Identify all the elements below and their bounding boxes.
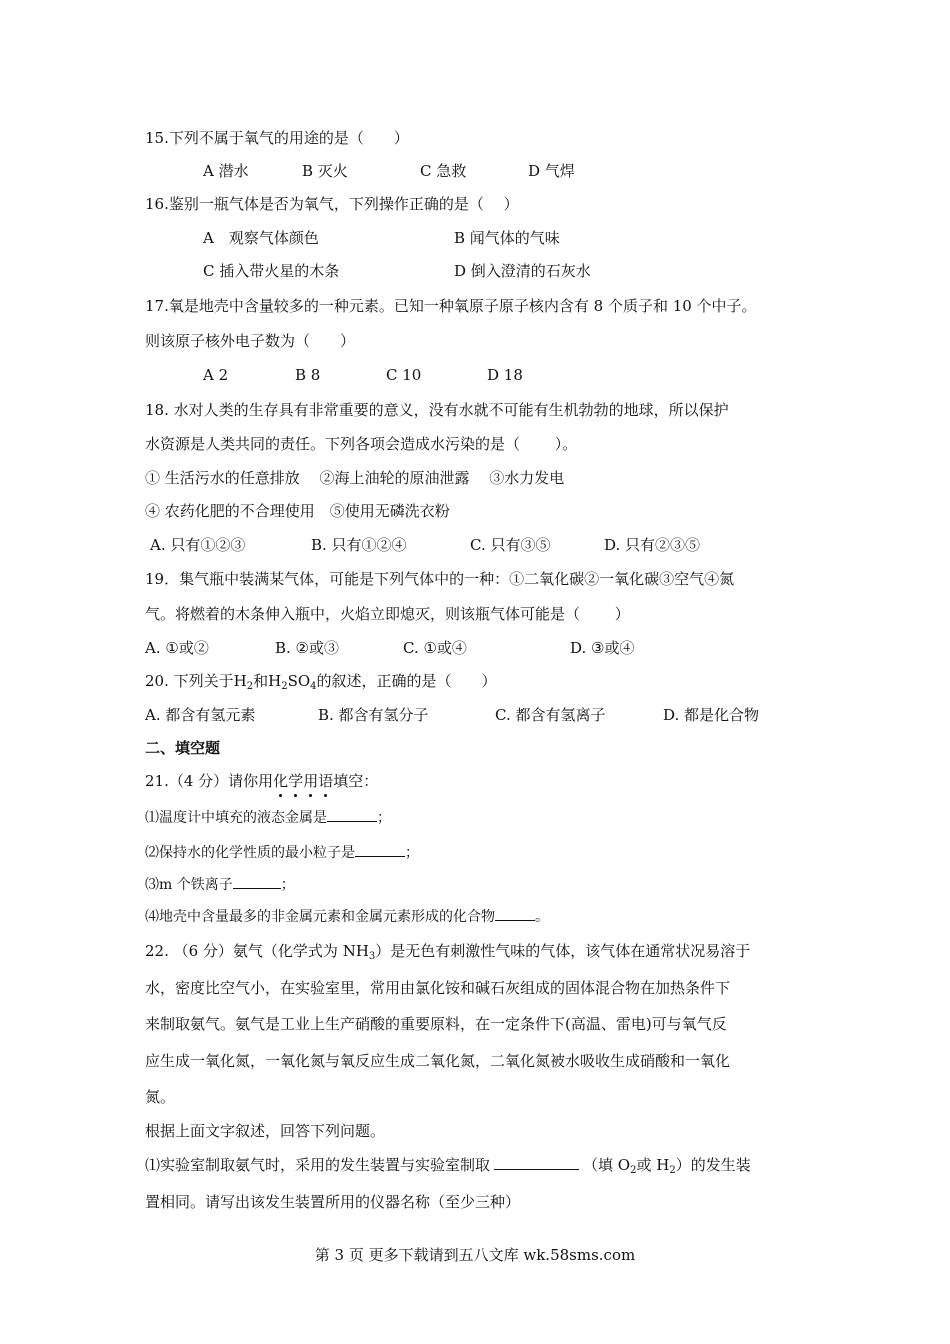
q20-option-a: A. 都含有氢元素 xyxy=(145,706,256,724)
q21-stem xyxy=(145,771,378,791)
q22-sub1-suffix: ）的发生装 xyxy=(675,1156,751,1174)
q18-items-line2: ④ 农药化肥的不合理使用 ⑤使用无磷洗衣粉 xyxy=(145,502,450,520)
q21-emph-char: 用 xyxy=(303,772,319,790)
q22-sub1-prefix: ⑴实验室制取氨气时，采用的发生装置与实验室制取 xyxy=(145,1156,491,1174)
q18-stem-line2: 水资源是人类共同的责任。下列各项会造成水污染的是（ ）。 xyxy=(145,435,578,453)
q17-stem-line1: 17.氧是地壳中含量较多的一种元素。已知一种氧原子原子核内含有 8 个质子和 10 个中子。 xyxy=(145,297,757,315)
q15-option-a: A 潜水 xyxy=(203,162,249,180)
q20-formula-h2so4-sub1: 2 xyxy=(281,681,288,692)
q22-line1-prefix: 22. （6 分）氨气（化学式为 NH xyxy=(145,942,369,960)
q20-option-d: D. 都是化合物 xyxy=(663,706,760,724)
q15-option-b: B 灭火 xyxy=(302,162,348,180)
q21-item-3 xyxy=(145,874,295,895)
q22-sub1-or: 或 H xyxy=(636,1156,670,1174)
q22-nh3-sub: 3 xyxy=(368,951,376,962)
q21-emph-char: 语 xyxy=(318,772,334,790)
q18-option-b: B. 只有①②④ xyxy=(311,536,407,554)
q18-option-c: C. 只有③⑤ xyxy=(470,536,551,554)
q16-option-b: B 闻气体的气味 xyxy=(454,229,560,247)
q17-option-c: C 10 xyxy=(386,366,422,384)
q21-stem-prefix: 21.（4 分）请你用 xyxy=(145,772,274,790)
q16-stem: 16.鉴别一瓶气体是否为氧气，下列操作正确的是（ ） xyxy=(145,195,519,213)
q22-line4: 应生成一氧化氮，一氧化氮与氧反应生成二氧化氮，二氧化氮被水吸收生成硝酸和一氧化 xyxy=(145,1052,731,1070)
q22-o2-sub: 2 xyxy=(630,1165,637,1176)
q17-option-a: A 2 xyxy=(203,366,229,384)
page-footer: 第 3 页 更多下载请到五八文库 wk.58sms.com xyxy=(314,1246,636,1264)
q20-formula-h2so4-so: SO xyxy=(287,672,311,690)
q20-formula-h2-sub: 2 xyxy=(246,681,254,692)
q21-item-1-label: ⑴温度计中填充的液态金属是 xyxy=(145,810,327,826)
q21-item-2-blank[interactable] xyxy=(355,842,405,857)
q21-emph-char: 学 xyxy=(288,772,304,790)
q21-stem-suffix: 填空： xyxy=(333,772,379,790)
q20-formula-and: 和 xyxy=(253,672,269,690)
q19-stem-line1: 19．集气瓶中装满某气体，可能是下列气体中的一种：①二氧化碳②一氧化碳③空气④氮 xyxy=(145,570,735,588)
q21-item-3-end: ； xyxy=(280,877,295,893)
q21-item-4-blank[interactable] xyxy=(495,906,535,921)
q18-items-line1: ① 生活污水的任意排放 ②海上油轮的原油泄露 ③水力发电 xyxy=(145,469,565,487)
q15-stem: 15.下列不属于氧气的用途的是（ ） xyxy=(145,129,409,147)
q22-sub1-line2: 置相同。请写出该发生装置所用的仪器名称（至少三种） xyxy=(145,1193,521,1211)
q22-line1-suffix: ）是无色有刺激性气味的气体，该气体在通常状况易溶于 xyxy=(375,942,751,960)
q21-item-3-label: ⑶m 个铁离子 xyxy=(145,877,233,893)
q20-formula-h2-h: H xyxy=(233,672,247,690)
q20-stem xyxy=(145,671,497,691)
q19-option-a: A. ①或② xyxy=(145,639,209,657)
q21-item-1-end: ； xyxy=(377,810,391,826)
q20-stem-suffix: 的叙述，正确的是（ ） xyxy=(316,672,497,690)
q21-item-4-end: 。 xyxy=(535,909,549,925)
q19-stem-line2: 气。将燃着的木条伸入瓶中，火焰立即熄灭，则该瓶气体可能是（ ） xyxy=(145,605,630,623)
q22-line6: 根据上面文字叙述，回答下列问题。 xyxy=(145,1122,386,1140)
q17-stem-line2: 则该原子核外电子数为（ ） xyxy=(145,332,356,350)
q19-option-b: B. ②或③ xyxy=(275,639,340,657)
q21-item-4-label: ⑷地壳中含量最多的非金属元素和金属元素形成的化合物 xyxy=(145,909,495,925)
q20-option-c: C. 都含有氢离子 xyxy=(495,706,606,724)
q17-option-b: B 8 xyxy=(295,366,321,384)
q22-sub1-line1 xyxy=(145,1155,751,1175)
section2-heading: 二、填空题 xyxy=(145,739,221,757)
q19-option-d: D. ③或④ xyxy=(570,639,635,657)
q16-option-a: A 观察气体颜色 xyxy=(203,229,319,247)
q22-sub1-blank[interactable] xyxy=(494,1155,579,1170)
q18-stem-line1: 18. 水对人类的生存具有非常重要的意义，没有水就不可能有生机勃勃的地球，所以保护 xyxy=(145,401,729,419)
q21-item-2 xyxy=(145,842,419,863)
q20-stem-prefix: 20. 下列关于 xyxy=(145,672,234,690)
q17-option-d: D 18 xyxy=(487,366,523,384)
q15-option-c: C 急救 xyxy=(420,162,467,180)
q22-line3: 来制取氨气。氨气是工业上生产硝酸的重要原料，在一定条件下(高温、雷电)可与氧气反 xyxy=(145,1015,727,1033)
q21-emph-char: 化 xyxy=(273,772,289,790)
q20-formula-h2so4-h: H xyxy=(268,672,282,690)
q16-option-c: C 插入带火星的木条 xyxy=(203,262,340,280)
q22-h2-sub: 2 xyxy=(669,1165,676,1176)
q20-formula-h2so4-sub2: 4 xyxy=(310,681,317,692)
q21-item-1-blank[interactable] xyxy=(327,807,377,822)
q21-item-1 xyxy=(145,807,391,828)
q18-option-d: D. 只有②③⑤ xyxy=(604,536,701,554)
q21-item-4 xyxy=(145,906,549,927)
q21-item-2-end: ； xyxy=(405,845,419,861)
q16-option-d: D 倒入澄清的石灰水 xyxy=(454,262,591,280)
q22-sub1-paren: （填 O xyxy=(583,1156,631,1174)
q15-option-d: D 气焊 xyxy=(528,162,575,180)
q19-option-c: C. ①或④ xyxy=(403,639,467,657)
q22-line5: 氮。 xyxy=(145,1088,176,1106)
q21-item-3-blank[interactable] xyxy=(233,874,281,889)
q21-item-2-label: ⑵保持水的化学性质的最小粒子是 xyxy=(145,845,355,861)
q22-line2: 水，密度比空气小，在实验室里，常用由氯化铵和碱石灰组成的固体混合物在加热条件下 xyxy=(145,979,731,997)
q20-option-b: B. 都含有氢分子 xyxy=(318,706,429,724)
q22-line1 xyxy=(145,941,750,961)
q18-option-a: A. 只有①②③ xyxy=(150,536,246,554)
